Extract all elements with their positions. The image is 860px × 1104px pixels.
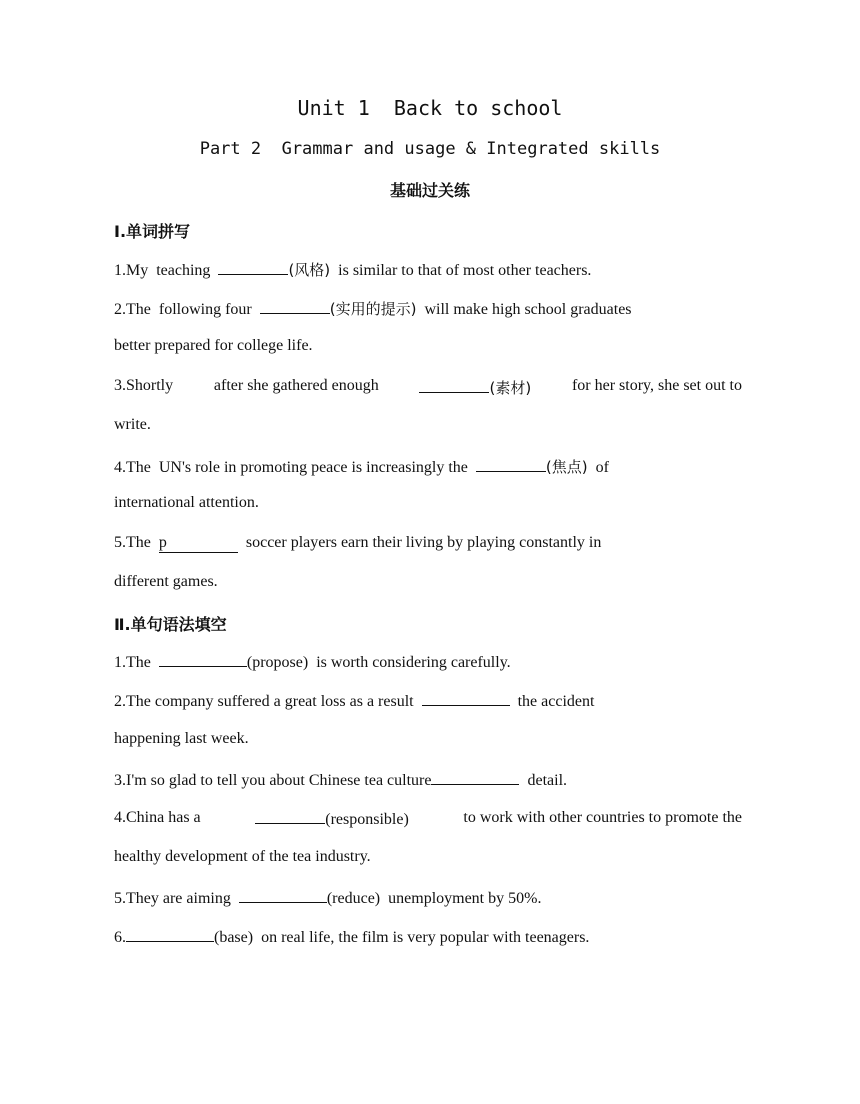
s2-q2-text: 2.The company suffered a great loss as a result [114, 693, 414, 710]
s1-q2-cont: better prepared for college life. [114, 337, 313, 354]
s2-q4-num: 4.China has a [114, 809, 201, 826]
s1-q2-blank[interactable] [260, 299, 330, 314]
s1-q4 [114, 456, 609, 477]
s1-q2-text-a: following four [158, 301, 252, 318]
s2-q4-cont: healthy development of the tea industry. [114, 848, 371, 865]
s2-q1-hint: (propose) [246, 654, 309, 671]
s1-q1 [114, 259, 591, 280]
s2-q6-num: 6. [114, 929, 126, 946]
s2-q1-text-b: is worth considering carefully. [316, 654, 511, 671]
s1-q5-initial: p [158, 534, 167, 551]
s2-q3-text: 3.I'm so glad to tell you about Chinese tea culture [114, 772, 432, 789]
s2-q5-num: 5.They are aiming [114, 890, 231, 907]
s1-q1-num: 1.My [114, 262, 149, 279]
s2-q5-blank[interactable] [239, 888, 327, 903]
part-title: Part 2 Grammar and usage & Integrated skills [199, 139, 661, 159]
s1-q1-blank[interactable] [218, 260, 288, 275]
s2-q6-text-b: on real life, the film is very popular with teenagers. [261, 929, 590, 946]
s2-q6-blank[interactable] [126, 927, 214, 942]
s1-q2-text-b: will make high school graduates [424, 301, 632, 318]
s2-q2-text-b: the accident [517, 693, 595, 710]
s2-q4-hint: (responsible) [325, 811, 409, 828]
unit-title: Unit 1 Back to school [297, 96, 563, 120]
section1-heading: Ⅰ.单词拼写 [114, 222, 191, 241]
s2-q5-text-b: unemployment by 50%. [388, 890, 542, 907]
section-heading-basic: 基础过关练 [389, 181, 470, 200]
s1-q5-num: 5.The [114, 534, 151, 551]
s2-q5 [114, 888, 541, 908]
s1-q2-hint: (实用的提示) [329, 300, 417, 318]
s2-q6-hint: (base) [214, 929, 254, 946]
s2-q3 [114, 770, 567, 790]
s1-q4-text-a: UN's role in promoting peace is increasingly the [158, 459, 468, 476]
s1-q5-text-b: soccer players earn their living by playing constantly in [245, 534, 602, 551]
s2-q3-text-b: detail. [527, 772, 568, 789]
s1-q4-num: 4.The [114, 459, 151, 476]
s2-q1-blank[interactable] [159, 652, 247, 667]
s1-q3-text-b: for her story, she set out to [571, 377, 742, 394]
section2-heading: Ⅱ.单句语法填空 [114, 615, 227, 634]
s1-q2 [114, 298, 632, 319]
s1-q1-text-b: is similar to that of most other teachers. [338, 262, 592, 279]
s2-q4-text-b: to work with other countries to promote the [463, 809, 742, 826]
s2-q1-num: 1.The [114, 654, 151, 671]
s1-q5-blank[interactable] [159, 534, 238, 553]
s1-q5-cont: different games. [114, 573, 218, 590]
s1-q3-cont: write. [114, 416, 151, 433]
s2-q2 [114, 691, 594, 711]
s1-q3-blank[interactable] [419, 378, 489, 393]
s2-q1 [114, 652, 511, 672]
s1-q4-hint: (焦点) [545, 458, 588, 476]
s2-q6 [114, 927, 589, 947]
s2-q2-blank[interactable] [422, 691, 510, 706]
s1-q4-text-b: of [595, 459, 609, 476]
s1-q3-hint: (素材) [489, 379, 532, 397]
s2-q5-hint: (reduce) [326, 890, 381, 907]
s1-q4-cont: international attention. [114, 494, 259, 511]
s1-q2-num: 2.The [114, 301, 151, 318]
s2-q4 [114, 809, 742, 829]
s1-q3-num: 3.Shortly [114, 377, 174, 394]
s1-q5 [114, 534, 601, 553]
s2-q4-blank[interactable] [255, 809, 325, 824]
s2-q3-blank[interactable] [431, 770, 519, 785]
s1-q1-text-a: teaching [156, 262, 211, 279]
s1-q3-text-a: after she gathered enough [213, 377, 379, 394]
s1-q4-blank[interactable] [476, 457, 546, 472]
s2-q2-cont: happening last week. [114, 730, 249, 747]
s1-q1-hint: (风格) [288, 261, 331, 279]
s1-q3 [114, 377, 742, 398]
